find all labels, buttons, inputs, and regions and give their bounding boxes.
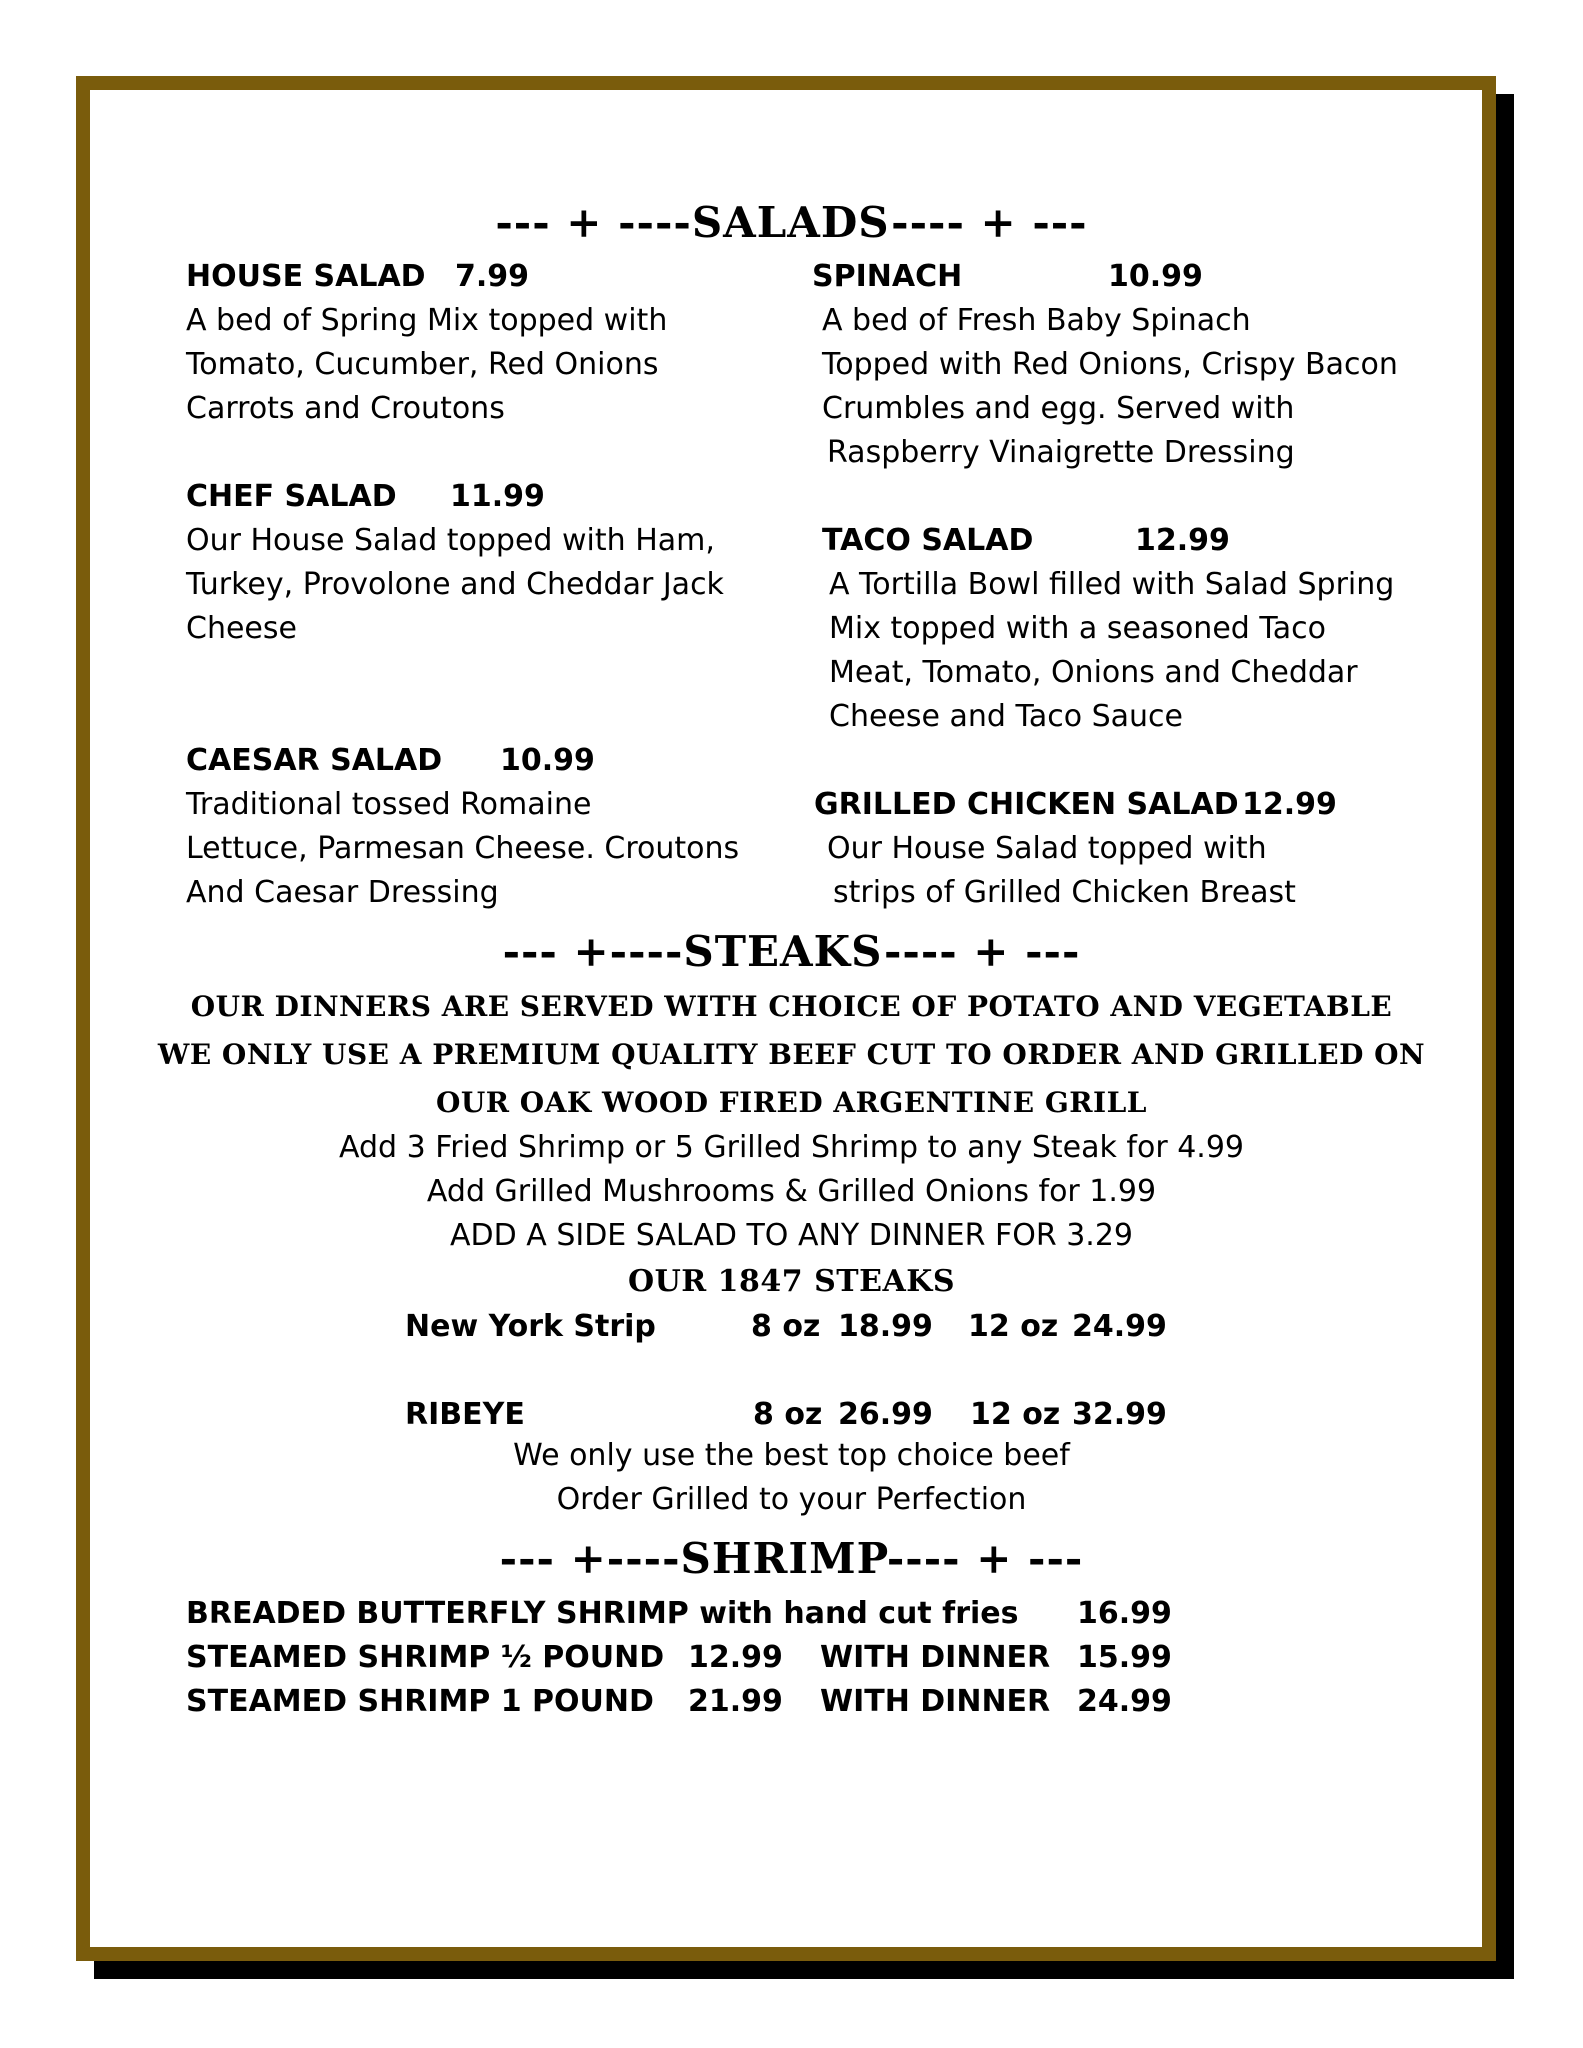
spinach-desc-1: A bed of Fresh Baby Spinach — [822, 303, 1251, 338]
grilled-chicken-salad-price: 12.99 — [1242, 787, 1337, 822]
steaks-intro-3: OUR OAK WOOD FIRED ARGENTINE GRILL — [435, 1086, 1147, 1119]
steak-nystrip-price1: 18.99 — [838, 1309, 933, 1344]
shrimp-heading: --- +----SHRIMP---- + --- — [499, 1534, 1084, 1583]
steak-nystrip-name: New York Strip — [405, 1309, 656, 1344]
steaks-addon-2: Add Grilled Mushrooms & Grilled Onions for 1.99 — [426, 1174, 1157, 1209]
house-salad-desc-3: Carrots and Croutons — [186, 391, 505, 426]
steaks-subheading: OUR 1847 STEAKS — [628, 1264, 955, 1299]
shrimp-breaded-price: 16.99 — [1077, 1596, 1172, 1631]
spinach-name: SPINACH — [812, 259, 963, 294]
salads-heading: --- + ----SALADS---- + --- — [495, 198, 1088, 247]
caesar-salad-name: CAESAR SALAD — [186, 743, 443, 778]
steak-nystrip-size2: 12 oz — [968, 1309, 1059, 1344]
house-salad-price: 7.99 — [455, 259, 530, 294]
chef-salad-name: CHEF SALAD — [186, 479, 397, 514]
shrimp-breaded-name: BREADED BUTTERFLY SHRIMP with hand cut fries — [186, 1596, 1019, 1631]
spinach-desc-4: Raspberry Vinaigrette Dressing — [827, 435, 1295, 470]
caesar-salad-desc-3: And Caesar Dressing — [186, 875, 499, 910]
taco-salad-desc-1: A Tortilla Bowl filled with Salad Spring — [829, 567, 1395, 602]
house-salad-desc-1: A bed of Spring Mix topped with — [186, 303, 668, 338]
spinach-desc-3: Crumbles and egg. Served with — [822, 391, 1295, 426]
shrimp-one-pound-name: STEAMED SHRIMP 1 POUND — [186, 1684, 654, 1719]
steaks-intro-2: WE ONLY USE A PREMIUM QUALITY BEEF CUT TO ORDER AND GRILLED ON — [157, 1038, 1426, 1071]
steaks-intro-1: OUR DINNERS ARE SERVED WITH CHOICE OF POTATO AND VEGETABLE — [190, 990, 1393, 1023]
chef-salad-desc-3: Cheese — [186, 611, 297, 646]
steak-ribeye-name: RIBEYE — [405, 1397, 525, 1432]
shrimp-half-pound-name: STEAMED SHRIMP ½ POUND — [186, 1640, 665, 1675]
chef-salad-price: 11.99 — [450, 479, 545, 514]
steak-nystrip-price2: 24.99 — [1072, 1309, 1167, 1344]
shrimp-half-pound-dinner-price: 15.99 — [1077, 1640, 1172, 1675]
caesar-salad-desc-2: Lettuce, Parmesan Cheese. Croutons — [186, 831, 740, 866]
steak-ribeye-size1: 8 oz — [753, 1397, 823, 1432]
grilled-chicken-salad-name: GRILLED CHICKEN SALAD — [814, 787, 1239, 822]
shrimp-half-pound-dinner-label: WITH DINNER — [820, 1640, 1051, 1675]
steak-nystrip-size1: 8 oz — [751, 1309, 821, 1344]
caesar-salad-price: 10.99 — [500, 743, 595, 778]
taco-salad-name: TACO SALAD — [822, 523, 1034, 558]
house-salad-desc-2: Tomato, Cucumber, Red Onions — [186, 347, 659, 382]
house-salad-name: HOUSE SALAD — [186, 259, 426, 294]
shrimp-half-pound-price: 12.99 — [688, 1640, 783, 1675]
taco-salad-desc-2: Mix topped with a seasoned Taco — [829, 611, 1326, 646]
steaks-addon-1: Add 3 Fried Shrimp or 5 Grilled Shrimp to any Steak for 4.99 — [338, 1130, 1245, 1165]
steak-ribeye-price1: 26.99 — [838, 1397, 933, 1432]
spinach-price: 10.99 — [1108, 259, 1203, 294]
steaks-footer-1: We only use the best top choice beef — [513, 1438, 1070, 1473]
steak-ribeye-price2: 32.99 — [1072, 1397, 1167, 1432]
steak-ribeye-size2: 12 oz — [970, 1397, 1061, 1432]
steaks-addon-3: ADD A SIDE SALAD TO ANY DINNER FOR 3.29 — [450, 1218, 1133, 1253]
taco-salad-desc-4: Cheese and Taco Sauce — [829, 699, 1183, 734]
spinach-desc-2: Topped with Red Onions, Crispy Bacon — [822, 347, 1398, 382]
taco-salad-desc-3: Meat, Tomato, Onions and Cheddar — [829, 655, 1358, 690]
taco-salad-price: 12.99 — [1135, 523, 1230, 558]
grilled-chicken-salad-desc-1: Our House Salad topped with — [827, 831, 1267, 866]
grilled-chicken-salad-desc-2: strips of Grilled Chicken Breast — [833, 875, 1296, 910]
chef-salad-desc-2: Turkey, Provolone and Cheddar Jack — [186, 567, 724, 602]
caesar-salad-desc-1: Traditional tossed Romaine — [186, 787, 592, 822]
shrimp-one-pound-dinner-label: WITH DINNER — [820, 1684, 1051, 1719]
steaks-heading: --- +----STEAKS---- + --- — [502, 927, 1081, 976]
steaks-footer-2: Order Grilled to your Perfection — [556, 1482, 1027, 1517]
chef-salad-desc-1: Our House Salad topped with Ham, — [186, 523, 715, 558]
shrimp-one-pound-price: 21.99 — [688, 1684, 783, 1719]
shrimp-one-pound-dinner-price: 24.99 — [1077, 1684, 1172, 1719]
